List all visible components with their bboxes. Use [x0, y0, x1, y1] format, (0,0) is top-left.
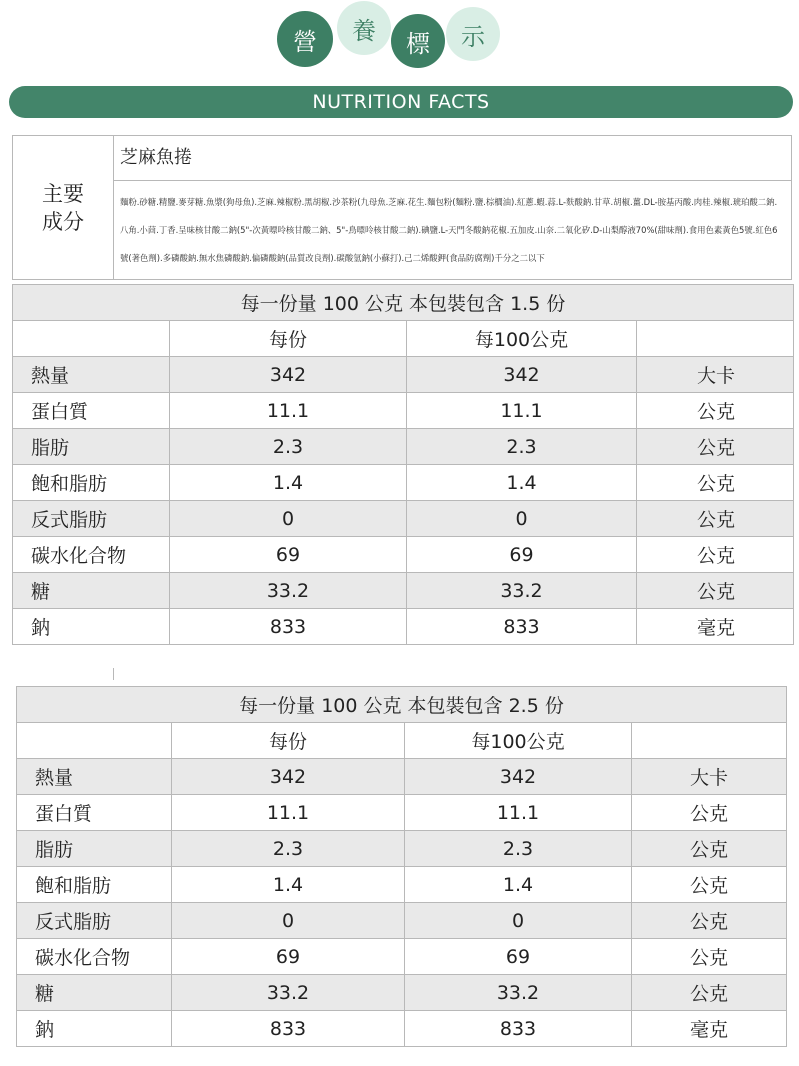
nutrition-table-2	[16, 686, 787, 1047]
badge-biao	[391, 14, 445, 68]
nutrient-row	[17, 975, 787, 1011]
nutrient-row	[17, 795, 787, 831]
nutrient-per-100g: 342	[405, 759, 632, 795]
badge-ying-text: 營	[293, 27, 317, 56]
nutrient-per-100g: 0	[407, 501, 637, 537]
ingredients-label	[13, 136, 114, 279]
nutrient-name: 脂肪	[13, 429, 170, 465]
nutrient-row	[13, 393, 794, 429]
nutrient-per-serving: 33.2	[172, 975, 405, 1011]
nutrient-row	[17, 939, 787, 975]
nutrient-name: 熱量	[13, 357, 170, 393]
column-header-unit-blank	[637, 321, 794, 357]
nutrient-row	[17, 759, 787, 795]
nutrient-per-serving: 342	[170, 357, 407, 393]
badge-biao-text: 標	[406, 29, 430, 58]
nutrient-row	[13, 573, 794, 609]
nutrient-name: 蛋白質	[13, 393, 170, 429]
nutrient-per-serving: 2.3	[172, 831, 405, 867]
nutrient-per-100g: 11.1	[407, 393, 637, 429]
nutrient-per-serving: 1.4	[170, 465, 407, 501]
nutrient-unit: 公克	[637, 537, 794, 573]
nutrition-table-2-body	[17, 687, 787, 1047]
nutrient-unit: 公克	[632, 795, 787, 831]
nutrient-per-100g: 69	[405, 939, 632, 975]
header-badges	[0, 0, 799, 80]
column-header-unit-blank	[632, 723, 787, 759]
nutrient-per-serving: 0	[172, 903, 405, 939]
product-name: 芝麻魚捲	[114, 136, 791, 181]
nutrient-unit: 公克	[632, 975, 787, 1011]
nutrient-row	[17, 1011, 787, 1047]
nutrient-per-serving: 2.3	[170, 429, 407, 465]
nutrient-per-100g: 2.3	[407, 429, 637, 465]
nutrient-per-100g: 1.4	[405, 867, 632, 903]
nutrient-unit: 大卡	[632, 759, 787, 795]
ingredients-text: 麵粉.砂糖.精鹽.麥芽糖.魚漿(狗母魚).芝麻.辣椒粉.黑胡椒.沙茶粉(九母魚.芝麻.花生.麵包粉(麵粉.鹽.棕櫚油).紅蔥.蝦.蒜.L-麩酸鈉.甘草.胡椒.薑.DL-胺基丙酸.肉桂.辣椒.琥珀酸二鈉.八角.小茴.丁香.呈味核甘酸二鈉(5"-次黃嘌呤核甘酸二鈉、5"-鳥嘌呤核甘酸二鈉).碘鹽.L-天門冬酸鈉花椒.五加皮.山奈.二氧化矽.D-山梨醇液70%(甜味劑).食用色素黃色5號.紅色6號(著色劑).多磷酸鈉.無水焦磷酸鈉.偏磷酸鈉(品質改良劑).碳酸氫鈉(小蘇打).己二烯酸鉀(食品防腐劑)千分之二以下	[120, 197, 778, 263]
nutrient-per-100g: 2.3	[405, 831, 632, 867]
nutrient-name: 鈉	[13, 609, 170, 645]
nutrient-unit: 公克	[632, 939, 787, 975]
nutrient-per-serving: 33.2	[170, 573, 407, 609]
nutrient-name: 糖	[13, 573, 170, 609]
column-header-per-100g: 每100公克	[405, 723, 632, 759]
column-header-per-100g: 每100公克	[407, 321, 637, 357]
nutrient-unit: 公克	[637, 573, 794, 609]
column-header-row	[13, 321, 794, 357]
nutrient-row	[13, 357, 794, 393]
nutrient-name: 反式脂肪	[13, 501, 170, 537]
nutrient-row	[13, 501, 794, 537]
nutrient-per-serving: 0	[170, 501, 407, 537]
nutrient-name: 脂肪	[17, 831, 172, 867]
nutrient-name: 鈉	[17, 1011, 172, 1047]
nutrient-row	[13, 465, 794, 501]
nutrient-name: 碳水化合物	[13, 537, 170, 573]
nutrient-row	[17, 903, 787, 939]
nutrient-unit: 大卡	[637, 357, 794, 393]
nutrient-name: 熱量	[17, 759, 172, 795]
ingredients-label-line1: 主要	[42, 181, 84, 206]
badge-ying	[277, 11, 333, 67]
nutrient-unit: 毫克	[632, 1011, 787, 1047]
nutrient-row	[17, 867, 787, 903]
badge-yang	[337, 1, 391, 55]
nutrient-per-100g: 1.4	[407, 465, 637, 501]
nutrient-unit: 公克	[637, 465, 794, 501]
nutrient-per-100g: 833	[405, 1011, 632, 1047]
serving-size-header: 每一份量 100 公克 本包裝包含 2.5 份	[17, 687, 787, 723]
nutrient-unit: 公克	[637, 501, 794, 537]
nutrient-per-serving: 1.4	[172, 867, 405, 903]
nutrient-per-100g: 11.1	[405, 795, 632, 831]
nutrient-per-100g: 33.2	[405, 975, 632, 1011]
nutrient-name: 碳水化合物	[17, 939, 172, 975]
nutrient-name: 反式脂肪	[17, 903, 172, 939]
nutrient-per-100g: 342	[407, 357, 637, 393]
divider-line	[113, 668, 114, 680]
nutrient-per-100g: 833	[407, 609, 637, 645]
serving-size-row	[13, 285, 794, 321]
serving-size-header: 每一份量 100 公克 本包裝包含 1.5 份	[13, 285, 794, 321]
nutrient-name: 糖	[17, 975, 172, 1011]
nutrition-table-1-body	[13, 285, 794, 645]
nutrient-unit: 毫克	[637, 609, 794, 645]
nutrition-facts-title: NUTRITION FACTS	[9, 86, 793, 118]
nutrient-name: 飽和脂肪	[13, 465, 170, 501]
nutrient-unit: 公克	[632, 831, 787, 867]
nutrition-table-1	[12, 284, 794, 645]
nutrient-per-serving: 833	[172, 1011, 405, 1047]
ingredients-box	[12, 135, 792, 280]
serving-size-row	[17, 687, 787, 723]
nutrient-unit: 公克	[637, 393, 794, 429]
nutrient-per-serving: 69	[170, 537, 407, 573]
nutrient-per-100g: 33.2	[407, 573, 637, 609]
column-header-row	[17, 723, 787, 759]
column-header-blank	[13, 321, 170, 357]
nutrient-name: 蛋白質	[17, 795, 172, 831]
ingredients-label-line2: 成分	[42, 209, 84, 234]
nutrient-row	[13, 537, 794, 573]
nutrient-per-serving: 69	[172, 939, 405, 975]
column-header-blank	[17, 723, 172, 759]
nutrient-name: 飽和脂肪	[17, 867, 172, 903]
nutrient-per-100g: 0	[405, 903, 632, 939]
nutrient-unit: 公克	[632, 903, 787, 939]
badge-shi-text: 示	[461, 22, 485, 51]
nutrient-unit: 公克	[637, 429, 794, 465]
badge-shi	[446, 7, 500, 61]
nutrient-row	[13, 429, 794, 465]
nutrient-unit: 公克	[632, 867, 787, 903]
column-header-per-serving: 每份	[170, 321, 407, 357]
nutrient-per-serving: 11.1	[172, 795, 405, 831]
nutrient-per-serving: 11.1	[170, 393, 407, 429]
nutrient-row	[17, 831, 787, 867]
badge-yang-text: 養	[352, 16, 376, 45]
nutrient-per-100g: 69	[407, 537, 637, 573]
nutrient-row	[13, 609, 794, 645]
nutrient-per-serving: 833	[170, 609, 407, 645]
nutrient-per-serving: 342	[172, 759, 405, 795]
column-header-per-serving: 每份	[172, 723, 405, 759]
